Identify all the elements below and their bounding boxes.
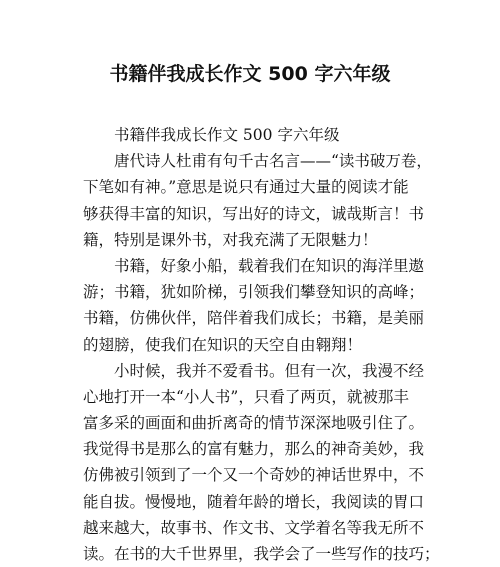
body-line: 读。在书的大千世界里，我学会了一些写作的技巧；	[83, 545, 440, 563]
body-line: 够获得丰富的知识，写出好的诗文，诚哉斯言！书	[83, 204, 425, 223]
body-line: 仿佛被引领到了一个又一个奇妙的神话世界中，不	[83, 466, 425, 485]
body-line: 的翅膀，使我们在知识的天空自由翱翔！	[83, 335, 363, 354]
body-line: 游；书籍，犹如阶梯，引领我们攀登知识的高峰；	[83, 283, 425, 302]
body-line: 书籍，好象小船，载着我们在知识的海洋里遨	[114, 256, 425, 275]
document-body	[83, 122, 440, 567]
body-line: 书籍，仿佛伙伴，陪伴着我们成长；书籍，是美丽	[83, 309, 425, 328]
body-line: 越来越大，故事书、作文书、文学着名等我无所不	[83, 518, 425, 537]
body-line: 唐代诗人杜甫有句千古名言——“读书破万卷，	[114, 152, 432, 171]
body-line: 下笔如有神。”意思是说只有通过大量的阅读才能	[83, 178, 409, 197]
body-line: 能自拔。慢慢地，随着年龄的增长，我阅读的胃口	[83, 492, 425, 511]
body-line: 小时候，我并不爱看书。但有一次，我漫不经	[114, 361, 425, 380]
body-line: 书籍伴我成长作文 500 字六年级	[114, 126, 340, 144]
document-title: 书籍伴我成长作文 500 字六年级	[109, 63, 391, 85]
body-line: 富多采的画面和曲折离奇的情节深深地吸引住了。	[83, 414, 425, 433]
body-line: 心地打开一本“小人书”，只看了两页，就被那丰	[83, 387, 409, 406]
body-line: 我觉得书是那么的富有魅力，那么的神奇美妙，我	[83, 440, 425, 459]
body-line: 籍，特别是课外书，对我充满了无限魅力！	[83, 230, 378, 249]
